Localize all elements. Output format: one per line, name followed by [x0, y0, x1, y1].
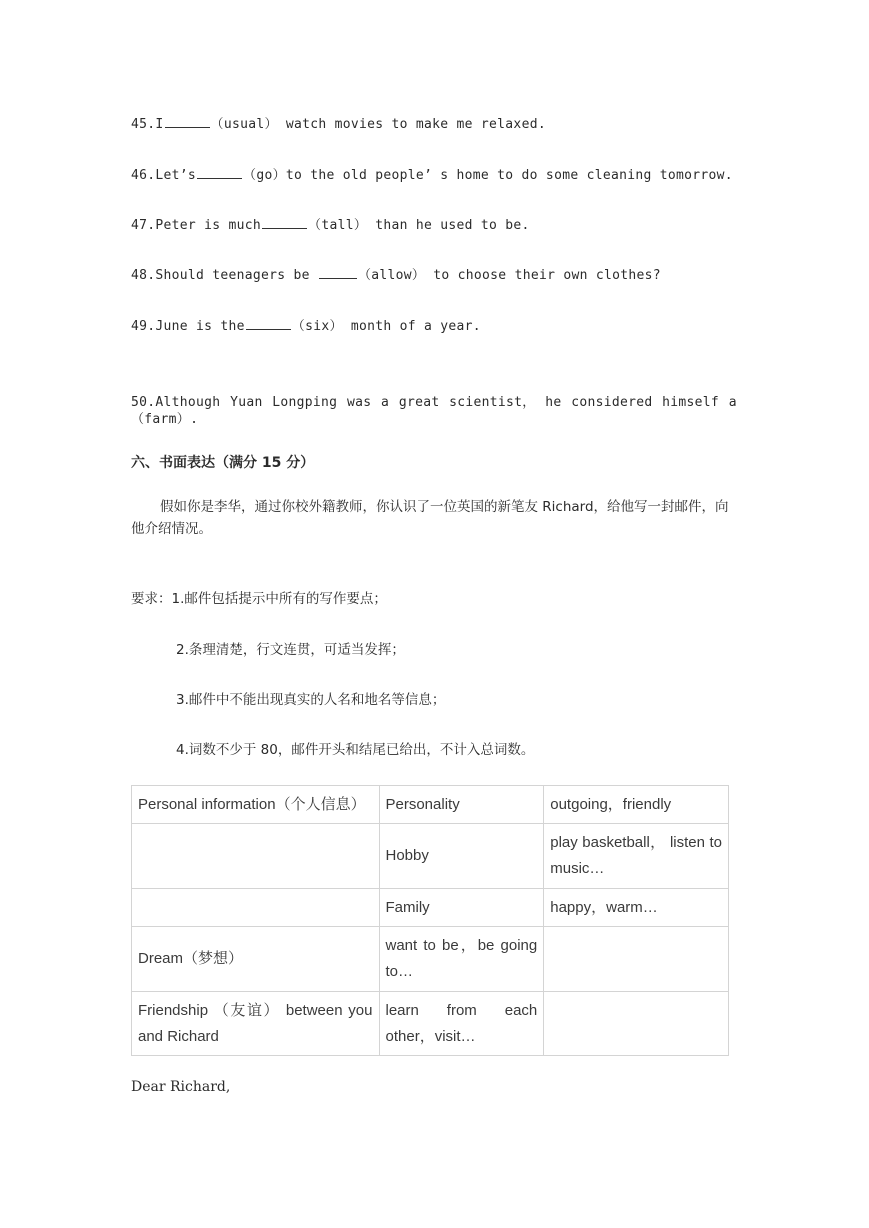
table-cell: Family — [379, 889, 544, 927]
question-50 — [131, 394, 737, 428]
answer-blank[interactable] — [262, 216, 307, 229]
table-cell: play basketball， listen to music… — [544, 824, 729, 889]
table-cell — [132, 824, 380, 889]
answer-blank[interactable] — [246, 317, 291, 330]
question-text-after: （allow） to choose their own clothes? — [357, 268, 661, 283]
word: a — [728, 395, 737, 410]
word: he — [545, 395, 562, 410]
word: 50.Although — [131, 395, 221, 410]
question-47 — [131, 214, 530, 233]
table-cell: Hobby — [379, 824, 544, 889]
requirement-2: 2.条理清楚，行文连贯，可适当发挥； — [176, 642, 405, 658]
word: considered — [571, 395, 653, 410]
word: great — [398, 395, 440, 410]
table-row — [132, 786, 729, 824]
answer-blank[interactable] — [319, 266, 357, 279]
requirement-text: 1.邮件包括提示中所有的写作要点； — [171, 591, 387, 607]
question-text-before: Let’s — [155, 168, 197, 183]
writing-points-table — [131, 785, 729, 1056]
table-cell: want to be，be going to… — [379, 927, 544, 992]
table-cell — [132, 889, 380, 927]
table-cell: happy，warm… — [544, 889, 729, 927]
question-text-after: （usual） watch movies to make me relaxed. — [210, 117, 546, 132]
question-text-before: I — [155, 117, 164, 132]
question-45 — [131, 113, 546, 132]
word: Longping — [272, 395, 338, 410]
question-text-before: June is the — [155, 319, 245, 334]
letter-greeting: Dear Richard, — [131, 1079, 231, 1095]
requirement-3: 3.邮件中不能出现真实的人名和地名等信息； — [176, 692, 446, 708]
question-50-line-1 — [131, 394, 737, 411]
question-number: 49. — [131, 319, 156, 334]
word: Yuan — [230, 395, 263, 410]
question-text-before: Peter is much — [155, 218, 262, 233]
question-number: 48. — [131, 268, 156, 283]
requirement-4: 4.词数不少于 80，邮件开头和结尾已给出，不计入总词数。 — [176, 742, 535, 758]
table-cell: outgoing，friendly — [544, 786, 729, 824]
question-text-after: （tall） than he used to be. — [308, 218, 530, 233]
word: himself — [662, 395, 720, 410]
table-cell: Personal information（个人信息） — [132, 786, 380, 824]
word: a — [381, 395, 390, 410]
table-cell: Dream（梦想） — [132, 927, 380, 992]
word: scientist， — [449, 395, 536, 410]
table-row — [132, 889, 729, 927]
question-46 — [131, 164, 733, 183]
requirement-1 — [131, 587, 387, 607]
table-row — [132, 992, 729, 1056]
writing-prompt: 假如你是李华，通过你校外籍教师，你认识了一位英国的新笔友 Richard，给他写一封邮件，向他介绍情况。 — [131, 499, 729, 537]
table-cell: learn from each other，visit… — [379, 992, 544, 1056]
table-cell — [544, 927, 729, 992]
question-number: 45. — [131, 117, 156, 132]
question-48 — [131, 264, 661, 283]
table-row — [132, 927, 729, 992]
question-number: 47. — [131, 218, 156, 233]
question-49 — [131, 315, 481, 334]
answer-blank[interactable] — [165, 115, 210, 128]
question-50-line-2: （farm）. — [131, 412, 199, 427]
requirements-label: 要求： — [131, 591, 172, 607]
table-cell: Friendship （友谊） between you and Richard — [132, 992, 380, 1056]
table-cell: Personality — [379, 786, 544, 824]
question-text-after: （six） month of a year. — [291, 319, 481, 334]
table-row — [132, 824, 729, 889]
question-text-after: （go）to the old people’ s home to do some cleaning tomorrow. — [243, 168, 733, 183]
question-text-before: Should teenagers be — [155, 268, 318, 283]
table-cell — [544, 992, 729, 1056]
word: was — [346, 395, 372, 410]
question-number: 46. — [131, 168, 156, 183]
section-title: 六、书面表达（满分 15 分） — [131, 455, 315, 471]
answer-blank[interactable] — [197, 166, 242, 179]
